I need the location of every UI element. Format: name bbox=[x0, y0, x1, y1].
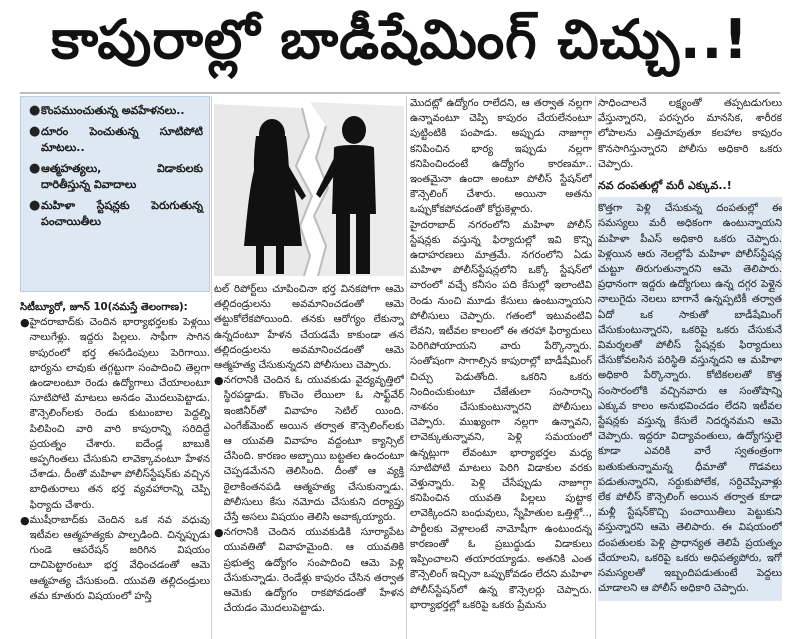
dateline: సిటీబ్యూరో, జూన్ 10(నమస్తే తెలంగాణ): bbox=[20, 302, 188, 313]
bullet-icon: ● bbox=[214, 526, 224, 540]
highlight-text: ఆత్మహత్యలు, విడాకులకు దారితీస్తున్న వివాదాలు bbox=[41, 162, 203, 191]
bullet-icon: ● bbox=[29, 161, 41, 176]
column-divider bbox=[595, 96, 596, 639]
story-text: నగరానికి చెందిన యువకుడికి సూర్యాపేట యువతితో వివాహమైంది. ఆ యువతికి ప్రభుత్వ ఉద్యోగం సంపాదించి ఆమె పెళ్లి చేసుకున్నాడు. రెండేళ్లు కాపురం చేసిన తర్వాత ఆమెకు ఉద్యోగం రాకపోవడంతో హేళన చేయడం మొదలుపెట్టాడు. bbox=[223, 527, 404, 615]
story-item bbox=[20, 513, 210, 604]
highlight-item bbox=[29, 198, 203, 230]
story-text: టల్ రిపోర్ట్‌లు చూపించినా భర్త వినకపోగా ఆమె తల్లిదండ్రులను అవమానించడంతో ఆమె తట్టుకోలేకపోయింది. తనకు ఆరోగ్యం లేకున్నా ఉన్నదంటూ హేళన చేయడమే కాకుండా తన తల్లిదండ్రులను అవమానించడంతో ఆమె ఆత్మహత్య చేసుకున్నదని పోలీసులు చెప్పారు. bbox=[214, 284, 404, 372]
body-paragraph: హైదరాబాద్ నగరంలోని మహిళా పోలీస్ స్టేషన్లకు వస్తున్న ఫిర్యాదుల్లో ఇవి కొన్ని ఉదాహరణలు మాత్రమే. నగరంలోని ఏడు మహిళా పోలీస్‌స్టేషన్లలోని ఒక్కో స్టేషన్‌లో వారంలో వచ్చే కనీసం పది కేసుల్లో ఇలాంటివి రెండు నుంచి మూడు కేసులు ఉంటున్నాయని పోలీసులు చెప్పారు. గతంలో ఇటువంటివి లేవని, ఇటీవల కాలంలో ఈ తరహా ఫిర్యాదులు పెరిగిపోయాయని వారు పేర్కొన్నారు. సంతోషంగా సాగాల్సిన కాపురాల్లో బాడీషేమింగ్ చిచ్చు పెడుతోంది. ఒకరిని ఒకరు నిందించుకుంటూ చేజేతులా సంసారాన్ని నాశనం చేసుకుంటున్నారని పోలీసులు చెప్పారు. ముఖ్యంగా నల్లగా ఉన్నావని, లావెక్కుతున్నావని, పెళ్లి సమయంలో ఉన్నట్లుగా లేవంటూ భార్యాభర్తల మధ్య సూటిపోటి మాటలు పెరిగి విడాకుల వరకు వెళ్తున్నారు. పెళ్లి చేసేప్పుడు నాజూగ్గా కనిపించిన యువతి పిల్లలు పుట్టాక లావెక్కిందని బంధువులు, స్నేహితుల ఒత్తిళ్లో.., పార్టీలకు వెళ్లాలంటే నామోషీగా ఉంటుందన్న కారణంతో ఓ ప్రబుద్ధుడు విడాకులు ఇప్పించాలని తయారయ్యాడు. అతనికి ఎంత కౌన్సెలింగ్ ఇచ్చినా ఒప్పుకోవడం లేదని మహిళా పోలీస్‌స్టేషన్‌లో ఉన్న కౌన్సెలర్లు చెప్పారు. భార్యాభర్తల్లో ఒకరిపై ఒకరు ప్రేమను bbox=[410, 219, 592, 611]
bullet-icon: ● bbox=[29, 124, 41, 139]
body-paragraph: సాధించాలనే లక్ష్యంతో తప్పటడుగులు వేస్తున్నారని, పరస్పరం మానసిక, శారీరక లోపాలను ఎత్తిచూపుతూ కలహాల కాపురం కొనసాగిస్తున్నారని పోలీసు అధికారి ఒకరు చెప్పారు. bbox=[598, 98, 782, 170]
bullet-icon: ● bbox=[29, 198, 41, 213]
highlight-item bbox=[29, 124, 203, 156]
column-divider bbox=[211, 96, 212, 639]
column-3 bbox=[410, 96, 592, 639]
highlight-item bbox=[29, 103, 203, 119]
headline: కాపురాల్లో బాడీషేమింగ్ చిచ్చు..! bbox=[51, 7, 749, 71]
highlight-text: దూరం పెంచుతున్న సూటిపోటి మాటలు.. bbox=[41, 125, 203, 154]
highlight-text: మహిళా స్టేషన్లకు పెరుగుతున్న పంచాయితీలు bbox=[41, 199, 203, 228]
story-text: ముషీరాబాద్‌కు చెందిన ఒక నవ వధువు ఇటీవల ఆత్మహత్యకు పాల్పడింది. చిన్నప్పుడు గుండె ఆపరేషన్ జరిగిన విషయం దాచిపెట్టారంటూ భర్త వేధించడంతో ఆమె ఆత్మహత్య చేసుకుంది. యువతి తల్లిదండ్రులు తమ కూతురు విషయంలో హస్తి bbox=[29, 514, 210, 602]
column-1 bbox=[20, 96, 210, 639]
column-divider bbox=[406, 96, 407, 639]
story-text: హైదరాబాద్‌కు చెందిన భార్యాభర్తలకు పెళ్లయి నాలుగేళ్లు. ఇద్దరు పిల్లలు. సాఫీగా సాగిన కాపురంలో భర్త ఈసడింపులు పెరిగాయి. భార్యను లావుకు తగ్గట్టుగా సంపాదించి తెల్లగా ఉండాలంటూ రెండు ఉద్యోగాలు చేయాలంటూ సూటిపోటి మాటలు అనడం మొదలుపెట్టాడు. కౌన్సెలింగ్‌లకు రెండు కుటుంబాల పెద్దల్ని పిలిపించి వారి వారి కాపురాన్ని సరిదిద్దే ప్రయత్నం చేశారు. ఐదేండ్ల బాబుకి అప్పగింతలు చేసుకుని లావెక్కావంటూ హేళన చేశాడు. దీంతో మహిళా పోలీస్‌స్టేషన్‌కు వచ్చిన బాధితురాలు తన భర్త వ్యవహారాన్ని చెప్పి ఫిర్యాదు చేశారు. bbox=[29, 317, 210, 511]
story-item bbox=[214, 525, 404, 616]
bullet-icon: ● bbox=[214, 374, 224, 388]
story-item bbox=[214, 373, 404, 525]
body-paragraph: కొత్తగా పెళ్లి చేసుకున్న దంపతుల్లో ఈ సమస్యలు మరీ అధికంగా ఉంటున్నాయని మహిళా పీఎస్ అధికారి ఒకరు చెప్పారు. పెళ్లయిన ఆరు నెలల్లోపే మహిళా పోలీస్‌స్టేషన్ల చుట్టూ తిరుగుతున్నారని ఆమె తెలిపారు. ప్రధానంగా ఇద్దరు ఉద్యోగులు ఉన్న దగ్గర పెళ్లైన నాలుగైదు నెలలు బాగానే ఉన్నప్పటికీ తర్వాత ఏదో ఒక సాకుతో బాడీషేమింగ్ చేసుకుంటున్నారని, ఒకరిపై ఒకరు చేసుకునే విమర్శలతో పోలీస్ స్టేషన్లకు ఫిర్యాదులు చేసుకోవలసిన పరిస్థితి వస్తున్నదని ఆ మహిళా అధికారి పేర్కొన్నారు. కోటికలలతో కొత్త సంసారంలోకి వచ్చినవారు ఆ సంతోషాన్ని ఎక్కువ కాలం అనుభవించడం లేదని ఇటీవల స్టేషన్లకు వస్తున్న కేసులే నిదర్శనమని ఆమె చెప్పారు. ఇద్దరూ విద్యావంతులు, ఉద్యోగస్తులై కూడా ఎవరికి వారే స్వతంత్రంగా బతుకుతున్నామన్న ధీమాతో గొడవలు పడుతున్నారని, సర్దుకుపోలేక, సర్దిచెప్పేవాళ్లు లేక పోలీస్ కౌన్సెలింగ్ అయిన తర్వాత కూడా మళ్లీ స్టేషన్‌కొచ్చి పంచాయితీలు పెట్టుకుని వస్తున్నారని ఆమె తెలిపారు. ఈ విషయంలో దంపతులకు పెళ్లి ప్రాధాన్యత తెలిపే ప్రయత్నం చేయాలని, ఒకరిపై ఒకరు అధిపత్యపోరు, ఇగో సమస్యలతో ఇబ్బందిపడుతుంటే పెద్దలు చూడాలని ఆ పోలీస్ అధికారి చెప్పారు. bbox=[598, 203, 782, 595]
highlight-item bbox=[29, 161, 203, 193]
couple-illustration bbox=[214, 96, 404, 276]
bullet-icon: ● bbox=[20, 316, 30, 330]
highlights-box bbox=[20, 96, 210, 292]
body-paragraph: మొదట్లో ఉద్యోగం రాలేదని, ఆ తర్వాత నల్లగా ఉన్నావంటూ చెప్పి కాపురం చేయలేనంటూ పుట్టింటికి పంపాడు. అప్పుడు నాజూగ్గా కనిపించిన భార్య ఇప్పుడు నల్లగా కనిపించిందంటే ఉద్యోగం కారణమా.. ఇంతమైనా ఉందా అంటూ పోలీస్ స్టేషన్‌లో కౌన్సెలింగ్ చేశారు. అయినా అతను ఒప్పుకోకపోవడంతో కోర్టుకెళ్లారు. bbox=[410, 98, 592, 216]
couple-silhouette-icon bbox=[214, 96, 404, 276]
highlight-text: కొంపముంచుతున్న అవహేళనలు.. bbox=[41, 104, 185, 117]
subheading: నవ దంపతుల్లో మరీ ఎక్కువ..! bbox=[598, 179, 732, 193]
story-item bbox=[20, 315, 210, 513]
bullet-icon: ● bbox=[20, 513, 30, 527]
column-4 bbox=[598, 96, 782, 639]
bullet-icon: ● bbox=[29, 103, 41, 118]
column-2 bbox=[214, 96, 404, 639]
headline-rule bbox=[20, 92, 780, 94]
story-text: నగరానికి చెందిన ఓ యువకుడు వైద్యవృత్తిలో స్థిరపడ్డాడు. కొంచెం లేయిలా ఓ సాఫ్ట్‌వేర్ ఇంజినీర్‌తో వివాహం సెటిల్ యింది. ఎంగేజ్‌మెంట్ అయిన తర్వాత కౌన్సెలింగ్‌లకు ఆ యువతి వివాహం వద్దంటూ క్యాన్సిల్ చేసింది. కారణం అబ్బాయి బట్టతల ఉందంటూ చెప్పడమేనని తెలిసింది. దీంతో ఆ వ్యక్తి ఠైలాకింతనపడి ఆత్మహత్య చేసుకున్నాడు. పోలీసులు కేసు నమోదు చేసుకుని దర్యాప్తు చేస్తే అసలు విషయం తెలిసి అవాక్కయ్యారు. bbox=[223, 375, 404, 524]
shaded-paragraph-box bbox=[598, 197, 782, 600]
